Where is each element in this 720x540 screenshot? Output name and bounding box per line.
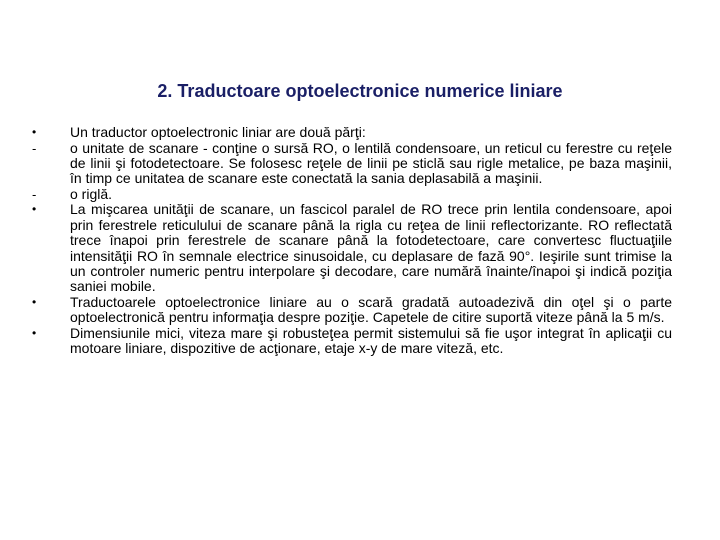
list-item-text: o riglă. [70, 185, 113, 202]
bullet-marker: • [32, 125, 37, 139]
bullet-list [32, 125, 672, 356]
list-item-text: o unitate de scanare - conţine o sursă RO, o lentilă condensoare, un reticul cu ferestre cu reţele de linii şi fotodetectoare. Se folosesc reţele de linii pe sticlă sau rigle metalice, pe baza maşinii, în timp ce unitatea de scanare este conectată la sania deplasabilă a maşinii. [70, 139, 672, 187]
dash-marker: - [32, 140, 37, 156]
bullet-marker: • [32, 294, 37, 309]
list-item [32, 295, 672, 326]
dash-marker: - [32, 186, 37, 202]
list-item [32, 141, 672, 187]
list-item-text: Dimensiunile mici, viteza mare şi robusteţea permit sistemului să fie uşor integrat în aplicaţii cu motoare liniare, dispozitive de acţionare, etaje x-y de mare viteză, etc. [70, 324, 672, 357]
slide-title: 2. Traductoare optoelectronice numerice liniare [157, 81, 563, 101]
list-item [32, 202, 672, 294]
list-item [32, 326, 672, 357]
list-item-text: La mişcarea unităţii de scanare, un fascicol paralel de RO trece prin lentila condensoare, apoi prin ferestrele reticulului de scanare până la rigla cu reţea de linii reflectorizante. RO reflectată trece înapoi prin ferestrele de scanare până la fotodetectoare, care convertesc fluctuaţiile intensităţii RO în semnale electrice sinusoidale, cu deplasare de fază 90°. Ieşirile sunt trimise la un controler numeric pentru interpolare şi decodare, care numără înainte/înapoi şi indică poziţia saniei mobile. [70, 201, 672, 295]
list-item-text: Traductoarele optoelectronice liniare au o scară gradată autoadezivă din oţel şi o parte optoelectronică pentru informaţia despre poziţie. Capetele de citire suportă viteze până la 5 m/s. [70, 293, 672, 326]
list-item [32, 187, 672, 203]
bullet-marker: • [32, 202, 37, 217]
list-item [32, 125, 672, 141]
list-item-text: Un traductor optoelectronic liniar are două părţi: [70, 124, 366, 140]
bullet-marker: • [32, 325, 37, 340]
